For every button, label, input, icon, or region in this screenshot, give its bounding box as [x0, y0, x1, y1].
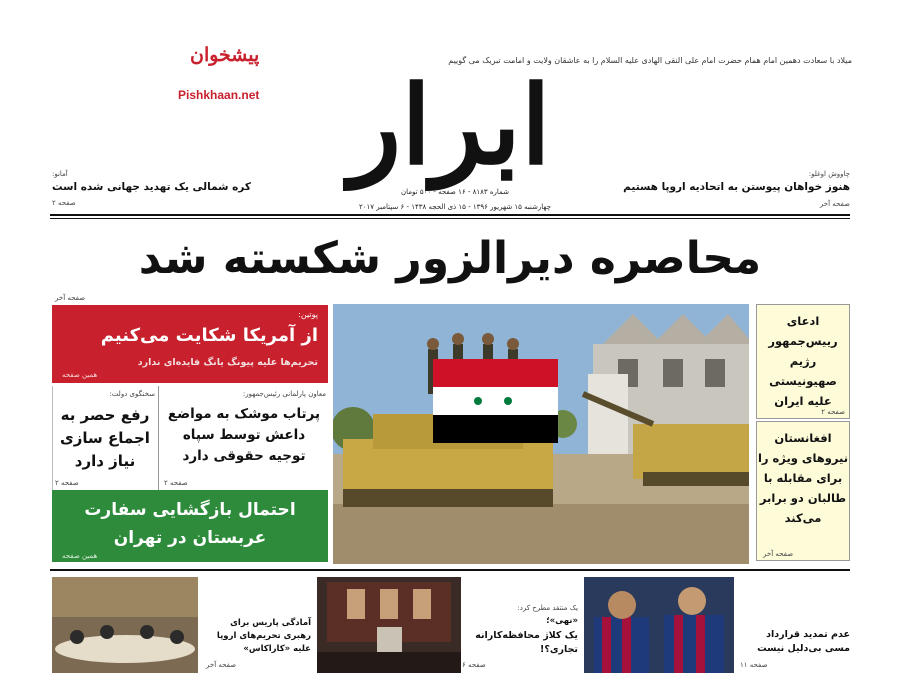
story-hasr-page: صفحه ۲ — [55, 479, 79, 487]
syria-flag — [433, 359, 558, 443]
issue-date: چهارشنبه ۱۵ شهریور ۱۳۹۶ - ۱۵ ذی الحجه ۱۴۳۸ - ۶ سپتامبر ۲۰۱۷ — [359, 203, 551, 211]
story-missile-page: صفحه ۲ — [164, 479, 188, 487]
story-hasr-title: رفع حصر به اجماع سازی نیاز دارد — [60, 406, 150, 470]
right-box-israel[interactable] — [756, 304, 850, 419]
main-headline[interactable]: محاصره دیرالزور شکسته شد — [138, 233, 762, 284]
tank-flag-illustration — [333, 304, 749, 564]
right-teaser-page: صفحه آخر — [819, 200, 850, 208]
right-box-afghanistan[interactable] — [756, 421, 850, 561]
nahy-story-title[interactable]: یک کلاژ محافظه‌کارانه تجاری؟! — [475, 630, 578, 655]
red-story-title: از آمریکا شکایت می‌کنیم — [100, 325, 318, 346]
masthead-title: ابرار — [349, 63, 551, 189]
meeting-illustration — [52, 577, 198, 673]
bottom-rule — [50, 569, 850, 571]
green-story-title: احتمال بازگشایی سفارت عربستان در تهران — [84, 500, 296, 548]
nahy-story-kicker: یک منتقد مطرح کرد: — [517, 604, 578, 612]
headline-page: صفحه آخر — [55, 294, 86, 302]
red-story-kicker: پوتین: — [298, 310, 318, 319]
story-missile-title: پرتاب موشک به مواضع داعش توسط سپاه توجیه حقوقی دارد — [167, 406, 321, 464]
red-story-box[interactable] — [52, 305, 328, 383]
messi-story-page: صفحه ۱۱ — [740, 661, 768, 669]
right-box-israel-page: صفحه ۲ — [821, 408, 845, 416]
top-strip-text: میلاد با سعادت دهمین امام همام حضرت امام علی النقی الهادی علیه السلام را به عاشقان ولایت و امامت تبریک می گوییم — [448, 56, 852, 65]
pishkhaan-watermark — [178, 44, 288, 102]
watermark-logo: پیشخوان — [190, 44, 260, 66]
green-story-box[interactable] — [52, 490, 328, 562]
paris-story-page: صفحه آخر — [206, 661, 237, 669]
paris-story-title[interactable]: آمادگی پاریس برای رهبری تحریم‌های اروپا علیه «کاراکاس» — [216, 618, 311, 654]
green-story-page: همین صفحه — [62, 552, 98, 560]
main-news-photo[interactable] — [333, 304, 749, 564]
story-missile-kicker: معاون پارلمانی رئیس‌جمهور: — [242, 390, 326, 398]
right-box-israel-title: ادعای رییس‌جمهور رژیم صهیونیستی علیه ایران — [768, 314, 838, 408]
red-story-page: همین صفحه — [62, 371, 98, 379]
football-players-illustration — [584, 577, 734, 673]
header-rule-thin — [50, 218, 850, 219]
right-box-afghanistan-title: افغانستان نیروهای ویژه را برای مقابله با طالبان دو برابر می‌کند — [757, 431, 849, 525]
film-still-illustration — [317, 577, 461, 673]
nahy-film-photo[interactable] — [317, 577, 461, 673]
paris-meeting-photo[interactable] — [52, 577, 198, 673]
issue-info: شماره ۸۱۸۳ - ۱۶ صفحه - ۵۰۰ تومان — [401, 188, 509, 196]
messi-photo[interactable] — [584, 577, 734, 673]
story-hasr-kicker: سخنگوی دولت: — [109, 390, 155, 398]
left-teaser-kicker: آمانو: — [52, 170, 68, 178]
left-teaser-title[interactable]: کره شمالی یک تهدید جهانی شده است — [52, 181, 251, 193]
story-missile[interactable] — [162, 386, 328, 491]
header-rule — [50, 214, 850, 216]
red-story-subtitle: تحریم‌ها علیه پیونگ یانگ فایده‌ای ندارد — [137, 357, 318, 368]
column-divider — [158, 386, 159, 491]
watermark-url: Pishkhaan.net — [178, 88, 260, 102]
right-teaser-title[interactable]: هنوز خواهان پیوستن به اتحادیه اروپا هستیم — [623, 181, 850, 193]
story-hasr[interactable] — [52, 386, 157, 491]
left-teaser-page: صفحه ۲ — [52, 199, 76, 207]
messi-story-title[interactable]: عدم تمدید قرارداد مسی بی‌دلیل نیست — [757, 629, 850, 654]
nahy-story-quote: «نهی»؛ — [546, 616, 578, 626]
right-teaser-kicker: چاووش اوغلو: — [808, 170, 850, 178]
right-box-afghanistan-page: صفحه آخر — [763, 550, 794, 558]
nahy-story-page: صفحه ۶ — [462, 661, 486, 669]
